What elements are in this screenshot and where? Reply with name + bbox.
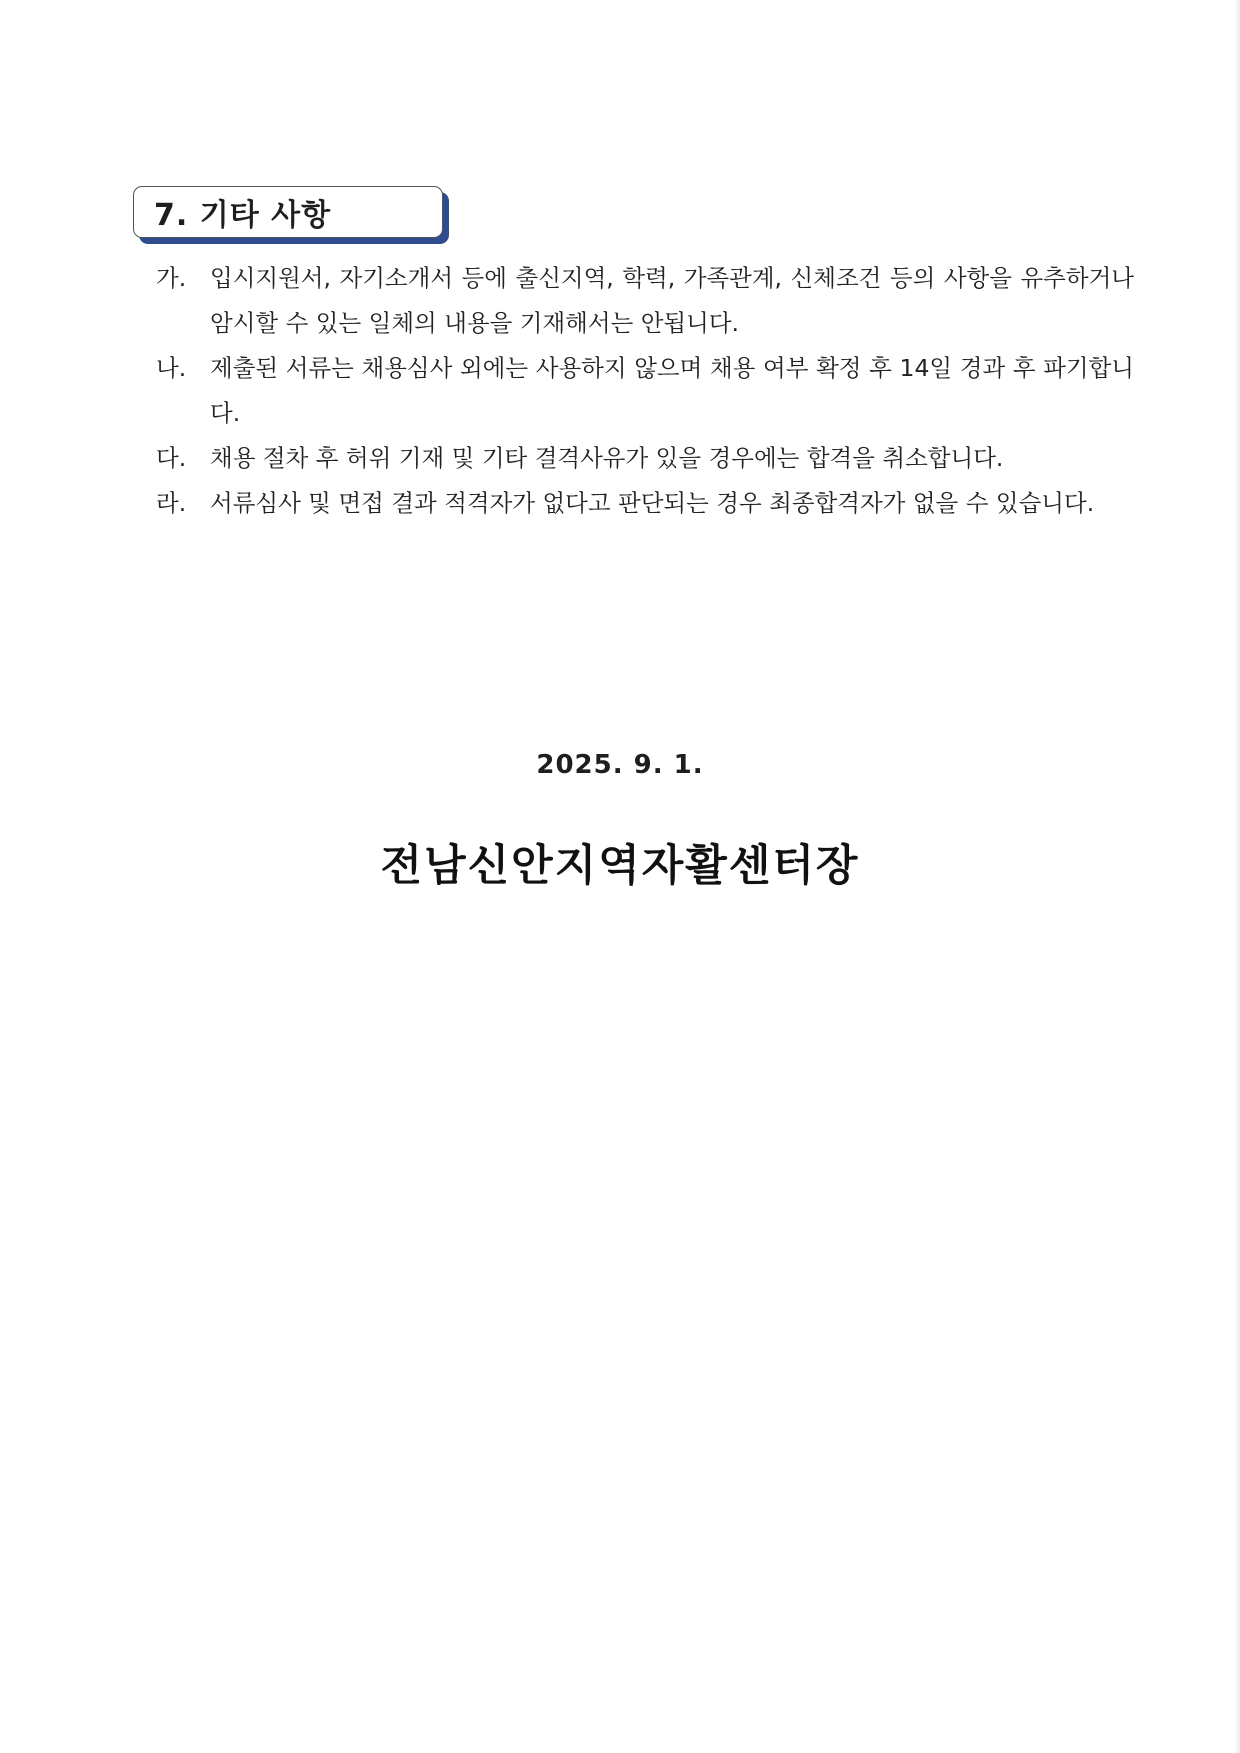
list-item-marker: 라. bbox=[156, 489, 187, 517]
notice-list bbox=[156, 256, 1134, 526]
list-item-text: 채용 절차 후 허위 기재 및 기타 결격사유가 있을 경우에는 합격을 취소합니다. bbox=[210, 444, 1004, 472]
list-item-marker: 가. bbox=[156, 264, 187, 292]
list-item-marker: 나. bbox=[156, 354, 187, 382]
list-item bbox=[156, 346, 1134, 436]
section-heading-box bbox=[133, 186, 443, 238]
list-item-text: 입시지원서, 자기소개서 등에 출신지역, 학력, 가족관계, 신체조건 등의 사항을 유추하거나 암시할 수 있는 일체의 내용을 기재해서는 안됩니다. bbox=[210, 264, 1134, 337]
list-item bbox=[156, 481, 1134, 526]
document-date: 2025. 9. 1. bbox=[536, 750, 704, 780]
list-item bbox=[156, 436, 1134, 481]
section-heading: 7. 기타 사항 bbox=[154, 198, 332, 233]
list-item-text: 서류심사 및 면접 결과 적격자가 없다고 판단되는 경우 최종합격자가 없을 수 있습니다. bbox=[210, 489, 1095, 517]
scan-edge-shading bbox=[1234, 0, 1240, 1753]
list-item-marker: 다. bbox=[156, 444, 187, 472]
issuer-title: 전남신안지역자활센터장 bbox=[380, 841, 860, 891]
list-item-text: 제출된 서류는 채용심사 외에는 사용하지 않으며 채용 여부 확정 후 14일 경과 후 파기합니다. bbox=[210, 354, 1134, 427]
list-item bbox=[156, 256, 1134, 346]
